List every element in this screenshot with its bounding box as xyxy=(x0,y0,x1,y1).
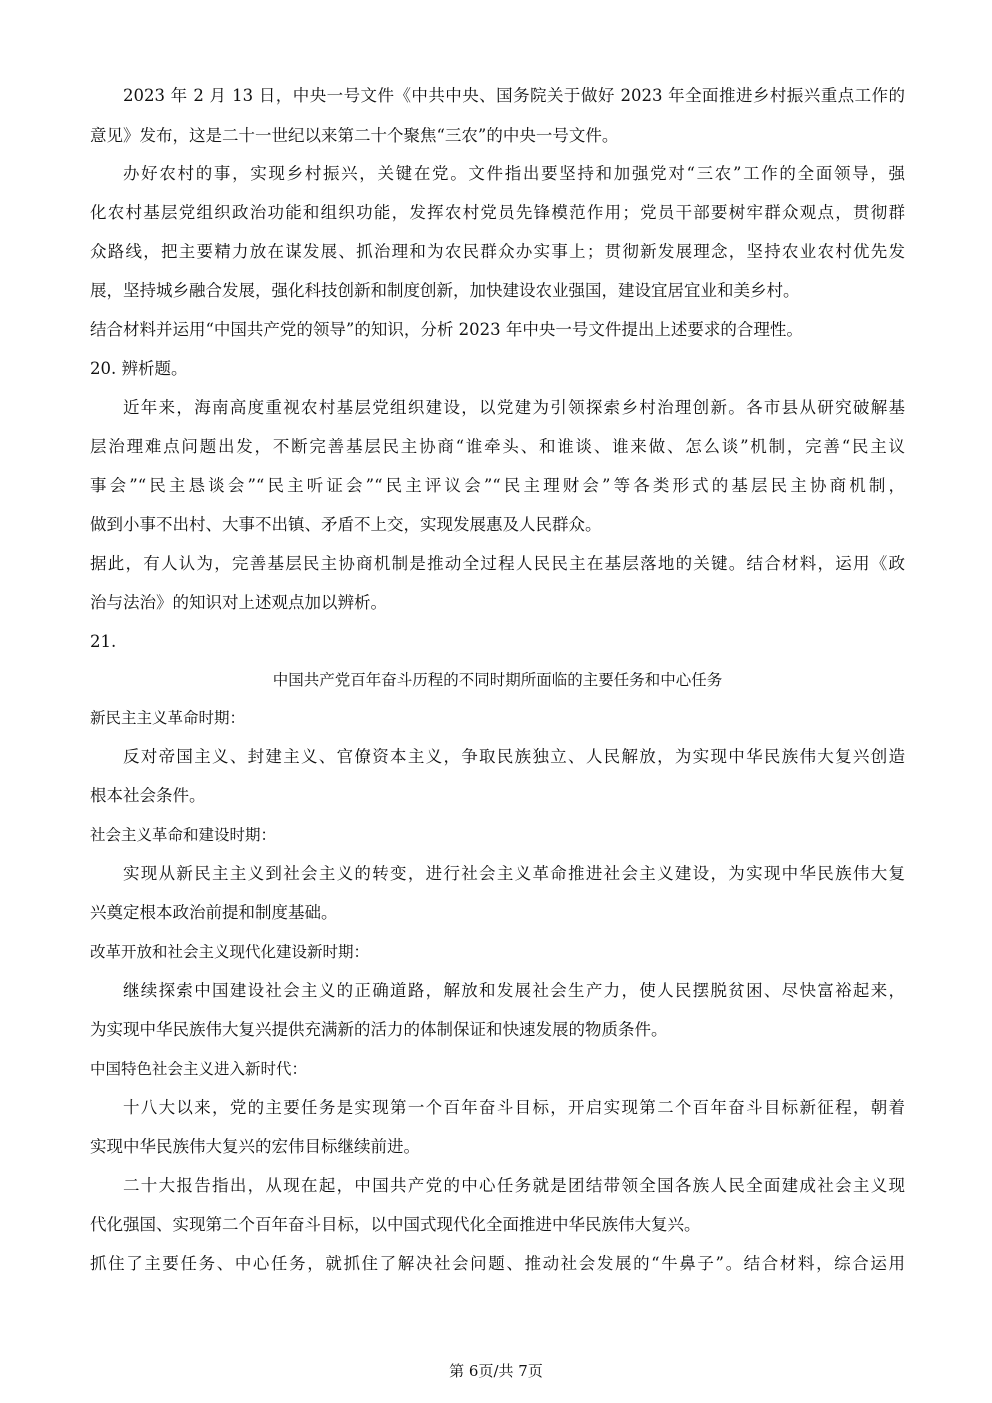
period-1-title: 新民主主义革命时期： xyxy=(90,709,246,727)
q20-material-line-4: 做到小事不出村、大事不出镇、矛盾不上交，实现发展惠及人民群众。 xyxy=(90,515,602,534)
q20-heading: 20. 辨析题。 xyxy=(90,359,188,378)
q20-question-line-1: 据此，有人认为，完善基层民主协商机制是推动全过程人民民主在基层落地的关键。结合材料，运用《政 xyxy=(90,554,905,573)
period-3-line-2: 为实现中华民族伟大复兴提供充满新的活力的体制保证和快速发展的物质条件。 xyxy=(90,1020,668,1039)
q19-material-line-6: 展，坚持城乡融合发展，强化科技创新和制度创新，加快建设农业强国，建设宜居宜业和美乡村。 xyxy=(90,281,800,300)
q19-material-line-5: 众路线，把主要精力放在谋发展、抓治理和为农民群众办实事上；贯彻新发展理念，坚持农业农村优先发 xyxy=(90,242,905,261)
q21-heading: 21. xyxy=(90,632,117,651)
period-4-line-1: 十八大以来，党的主要任务是实现第一个百年奋斗目标，开启实现第二个百年奋斗目标新征程，朝着 xyxy=(123,1098,905,1117)
period-2-line-2: 兴奠定根本政治前提和制度基础。 xyxy=(90,903,338,922)
q19-question: 结合材料并运用“中国共产党的领导”的知识，分析 2023 年中央一号文件提出上述要求的合理性。 xyxy=(90,320,803,339)
period-2-title: 社会主义革命和建设时期： xyxy=(90,826,277,844)
period-2-line-1: 实现从新民主主义到社会主义的转变，进行社会主义革命推进社会主义建设，为实现中华民族伟大复 xyxy=(123,864,905,883)
page-number: 第 6页/共 7页 xyxy=(449,1362,543,1380)
period-1-line-2: 根本社会条件。 xyxy=(90,786,206,805)
report-line-1: 二十大报告指出，从现在起，中国共产党的中心任务就是团结带领全国各族人民全面建成社会主义现 xyxy=(123,1176,905,1195)
q19-material-line-4: 化农村基层党组织政治功能和组织功能，发挥农村党员先锋模范作用；党员干部要树牢群众观点，贯彻群 xyxy=(90,203,905,222)
period-4-line-2: 实现中华民族伟大复兴的宏伟目标继续前进。 xyxy=(90,1137,420,1156)
q20-material-line-2: 层治理难点问题出发，不断完善基层民主协商“谁牵头、和谁谈、谁来做、怎么谈”机制，完善“民主议 xyxy=(90,437,905,456)
q19-material-line-1: 2023 年 2 月 13 日，中央一号文件《中共中央、国务院关于做好 2023 年全面推进乡村振兴重点工作的 xyxy=(123,86,905,105)
q20-material-line-1: 近年来，海南高度重视农村基层党组织建设，以党建为引领探索乡村治理创新。各市县从研究破解基 xyxy=(123,398,905,417)
period-1-line-1: 反对帝国主义、封建主义、官僚资本主义，争取民族独立、人民解放，为实现中华民族伟大复兴创造 xyxy=(123,747,905,766)
q20-question-line-2: 治与法治》的知识对上述观点加以辨析。 xyxy=(90,593,387,612)
q21-question-line-1: 抓住了主要任务、中心任务，就抓住了解决社会问题、推动社会发展的“牛鼻子”。结合材料，综合运用 xyxy=(90,1254,905,1273)
report-line-2: 代化强国、实现第二个百年奋斗目标，以中国式现代化全面推进中华民族伟大复兴。 xyxy=(90,1215,701,1234)
q20-material-line-3: 事会”“民主恳谈会”“民主听证会”“民主评议会”“民主理财会”等各类形式的基层民主协商机制， xyxy=(90,476,905,495)
q21-table-title: 中国共产党百年奋斗历程的不同时期所面临的主要任务和中心任务 xyxy=(272,671,723,689)
period-4-title: 中国特色社会主义进入新时代： xyxy=(90,1060,308,1078)
period-3-line-1: 继续探索中国建设社会主义的正确道路，解放和发展社会生产力，使人民摆脱贫困、尽快富裕起来， xyxy=(123,981,905,1000)
period-3-title: 改革开放和社会主义现代化建设新时期： xyxy=(90,943,370,961)
q19-material-line-3: 办好农村的事，实现乡村振兴，关键在党。文件指出要坚持和加强党对“三农”工作的全面领导，强 xyxy=(123,164,905,183)
q19-material-line-2: 意见》发布，这是二十一世纪以来第二十个聚焦“三农”的中央一号文件。 xyxy=(90,126,619,145)
